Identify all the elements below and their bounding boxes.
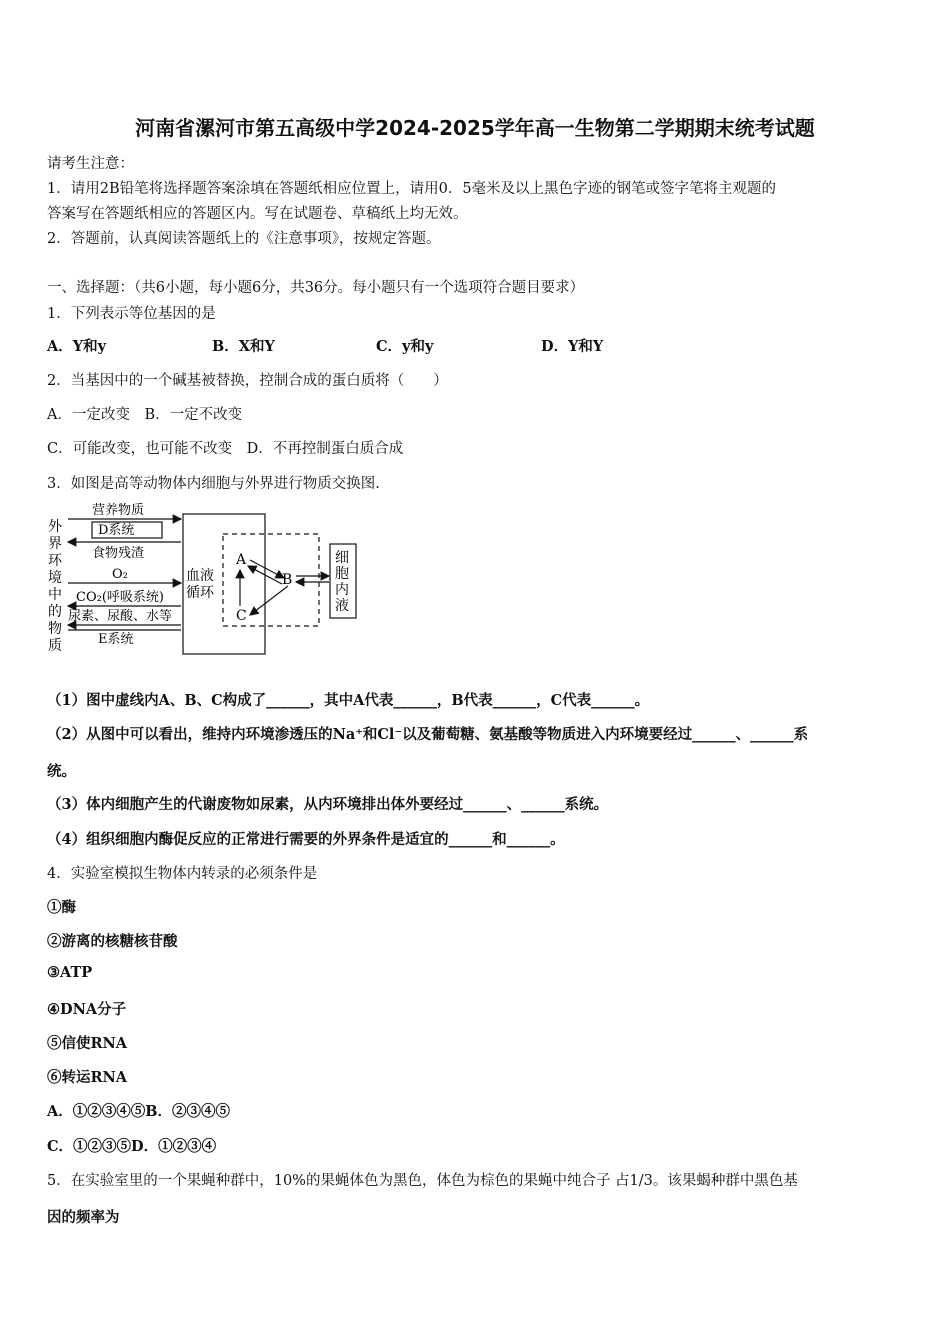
q1-option-d: D．Y和Y <box>541 338 604 355</box>
blood-circulation-box <box>183 514 265 654</box>
q4-item-2: ②游离的核糖核苷酸 <box>47 933 178 950</box>
q4-item-1: ①酶 <box>47 899 76 916</box>
left-label-char: 质 <box>48 638 62 654</box>
q3-sub2b: 统。 <box>47 763 76 780</box>
cell-fluid-char: 胞 <box>335 566 349 582</box>
notice-heading: 请考生注意： <box>47 156 134 172</box>
q1-option-c: C．y和y <box>376 338 434 355</box>
left-label-char: 中 <box>48 587 62 603</box>
q4-options-cd: C．①②③⑤D．①②③④ <box>47 1138 217 1155</box>
left-label-char: 外 <box>48 519 62 535</box>
page-title: 河南省漯河市第五高级中学2024-2025学年高一生物第二学期期末统考试题 <box>135 116 815 140</box>
arrow-a-to-b <box>250 560 284 578</box>
q2-stem: 2．当基因中的一个碱基被替换，控制合成的蛋白质将（ ） <box>47 373 448 389</box>
section-heading: 一、选择题：（共6小题，每小题6分，共36分。每小题只有一个选项符合题目要求） <box>47 280 585 296</box>
left-label-char: 物 <box>48 621 62 637</box>
label-o2: O₂ <box>112 567 128 582</box>
q4-item-3: ③ATP <box>47 964 93 981</box>
blood-label: 循环 <box>186 585 214 601</box>
q4-options-ab: A．①②③④⑤B．②③④⑤ <box>47 1103 231 1120</box>
q3-sub1: （1）图中虚线内A、B、C构成了______，其中A代表______，B代表______，C代表______。 <box>47 692 650 709</box>
node-b: B <box>282 572 293 588</box>
label-e-system: E系统 <box>98 632 134 647</box>
notice-line-2: 2．答题前，认真阅读答题纸上的《注意事项》，按规定答题。 <box>47 231 441 247</box>
blood-label: 血液 <box>186 568 214 584</box>
node-a: A <box>236 552 247 568</box>
notice-line-1b: 答案写在答题纸相应的答题区内。写在试题卷、草稿纸上均无效。 <box>47 206 468 222</box>
q4-stem: 4．实验室模拟生物体内转录的必须条件是 <box>47 866 318 882</box>
q2-options-cd: C．可能改变，也可能不改变 D．不再控制蛋白质合成 <box>47 441 404 457</box>
label-urea: 尿素、尿酸、水等 <box>68 609 173 624</box>
left-label-char: 环 <box>48 553 62 569</box>
q3-sub3: （3）体内细胞产生的代谢废物如尿素，从内环境排出体外要经过______、______系统。 <box>47 796 609 813</box>
label-co2: CO₂(呼吸系统) <box>76 590 164 605</box>
left-label-char: 的 <box>48 604 62 620</box>
notice-line-1a: 1．请用2B铅笔将选择题答案涂填在答题纸相应位置上，请用0．5毫米及以上黑色字迹的钢笔或签字笔将主观题的 <box>47 181 777 197</box>
arrow-b-to-c <box>250 586 288 615</box>
q1-stem: 1．下列表示等位基因的是 <box>47 306 216 322</box>
left-label-char: 境 <box>48 570 62 586</box>
q5-stem-a: 5．在实验室里的一个果蝇种群中，10%的果蝇体色为黑色，体色为棕色的果蝇中纯合子 占1/3。该果蝎种群中黑色基 <box>47 1173 798 1189</box>
q2-options-ab: A．一定改变 B．一定不改变 <box>47 407 243 423</box>
q3-stem: 3．如图是高等动物体内细胞与外界进行物质交换图. <box>47 476 380 492</box>
cell-fluid-char: 液 <box>335 598 349 614</box>
left-label-char: 界 <box>48 536 62 552</box>
exchange-diagram <box>40 498 370 658</box>
q5-stem-b: 因的频率为 <box>47 1209 120 1226</box>
q4-item-6: ⑥转运RNA <box>47 1069 128 1086</box>
label-d-system: D系统 <box>98 523 135 538</box>
label-nutrients: 营养物质 <box>92 503 145 518</box>
node-c: C <box>236 608 247 624</box>
label-food-residue: 食物残渣 <box>92 546 145 561</box>
q3-sub2a: （2）从图中可以看出，维持内环境渗透压的Na⁺和Cl⁻以及葡萄糖、氨基酸等物质进入内环境要经过______、______系 <box>47 726 809 743</box>
cell-fluid-char: 细 <box>335 550 349 566</box>
q3-sub4: （4）组织细胞内酶促反应的正常进行需要的外界条件是适宜的______和______。 <box>47 831 565 848</box>
q4-item-4: ④DNA分子 <box>47 1001 127 1018</box>
q1-option-a: A．Y和y <box>47 338 107 355</box>
q1-option-b: B．X和Y <box>212 338 275 355</box>
cell-fluid-char: 内 <box>335 582 349 598</box>
q4-item-5: ⑤信使RNA <box>47 1035 128 1052</box>
